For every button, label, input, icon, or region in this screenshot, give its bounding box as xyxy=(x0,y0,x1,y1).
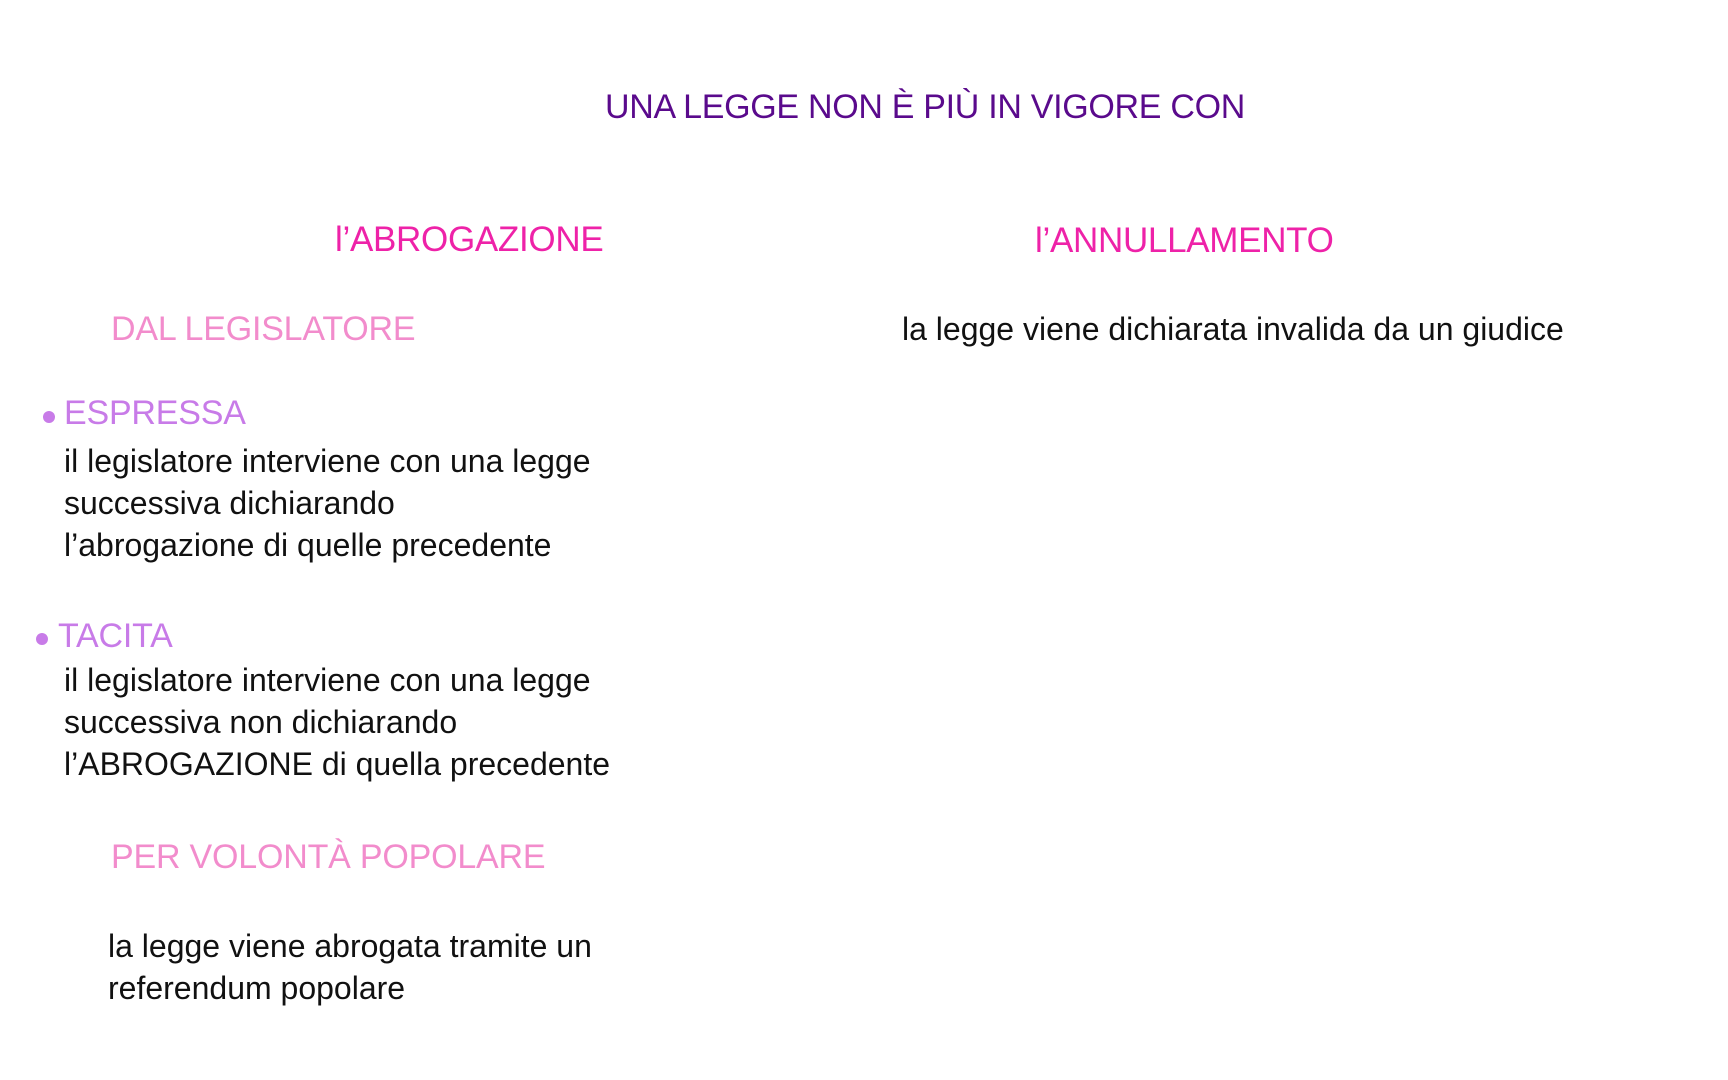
espressa-line: successiva dichiarando xyxy=(64,485,395,521)
espressa-line: l’abrogazione di quelle precedente xyxy=(64,527,552,563)
espressa-description xyxy=(64,440,591,566)
tacita-label: TACITA xyxy=(58,617,173,655)
tacita-line: il legislatore interviene con una legge xyxy=(64,662,591,698)
tacita-description xyxy=(64,659,610,785)
annullamento-heading: l’ANNULLAMENTO xyxy=(1035,221,1334,260)
bullet-icon xyxy=(43,411,55,423)
abrogazione-heading: l’ABROGAZIONE xyxy=(335,220,604,259)
volonta-popolare-description xyxy=(108,925,592,1009)
bullet-icon xyxy=(36,633,48,645)
tacita-line: l’ABROGAZIONE di quella precedente xyxy=(64,746,611,782)
volonta-popolare-heading: PER VOLONTÀ POPOLARE xyxy=(111,838,546,876)
page-title: UNA LEGGE NON È PIÙ IN VIGORE CON xyxy=(604,88,1245,126)
volonta-popolare-line: referendum popolare xyxy=(108,970,406,1006)
volonta-popolare-line: la legge viene abrogata tramite un xyxy=(108,928,592,964)
dal-legislatore-heading: DAL LEGISLATORE xyxy=(111,310,416,348)
espressa-line: il legislatore interviene con una legge xyxy=(64,443,591,479)
espressa-label: ESPRESSA xyxy=(64,394,246,432)
tacita-line: successiva non dichiarando xyxy=(64,704,458,740)
annullamento-description: la legge viene dichiarata invalida da un giudice xyxy=(902,311,1564,347)
